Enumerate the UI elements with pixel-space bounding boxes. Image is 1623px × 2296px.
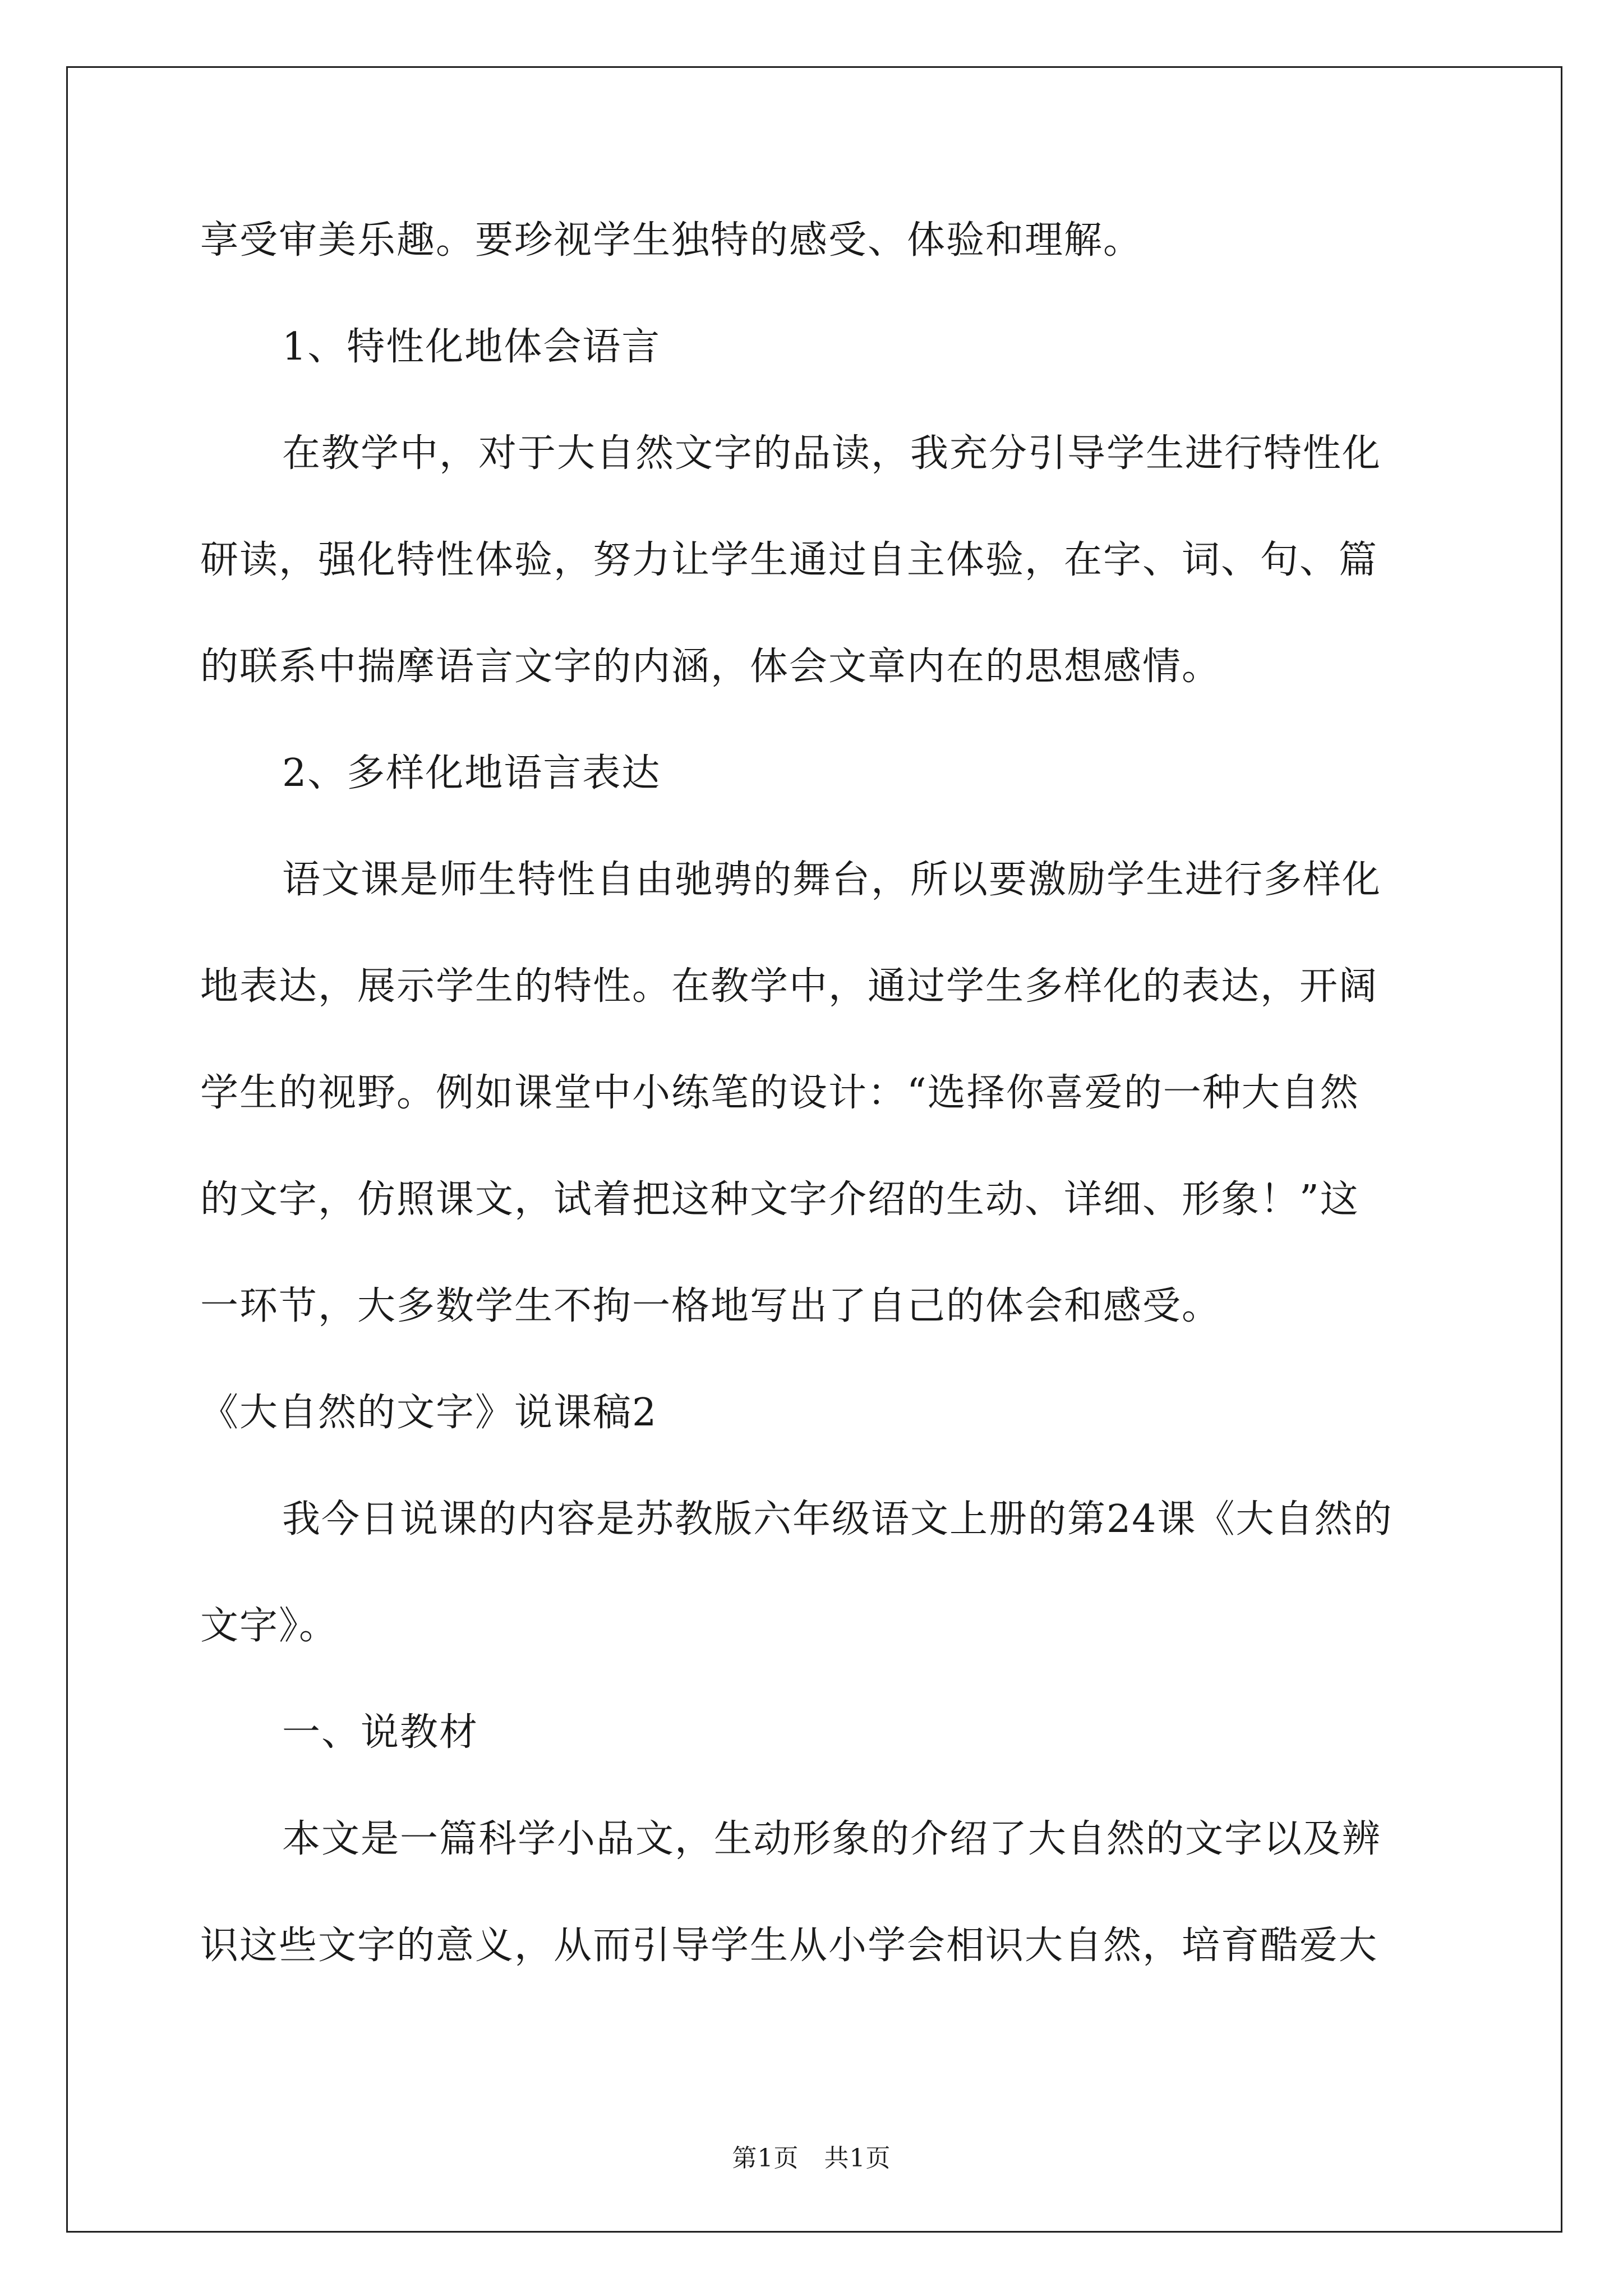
- section-heading: 1、特性化地体会语言: [282, 325, 661, 369]
- text-line: 一环节，大多数学生不拘一格地写出了自己的体会和感受。: [200, 1284, 1221, 1328]
- section-heading: 2、多样化地语言表达: [282, 751, 661, 795]
- document-body: [200, 187, 1434, 1999]
- text-line: 学生的视野。例如课堂中小练笔的设计：“选择你喜爱的一种大自然: [200, 1071, 1359, 1115]
- text-line: 享受审美乐趣。要珍视学生独特的感受、体验和理解。: [200, 218, 1143, 263]
- page-footer: 第1页 共1页: [732, 2144, 891, 2173]
- text-line: 本文是一篇科学小品文，生动形象的介绍了大自然的文字以及辨: [282, 1817, 1382, 1861]
- section-heading: 一、说教材: [282, 1710, 479, 1755]
- text-line: 的文字，仿照课文，试着把这种文字介绍的生动、详细、形象！”这: [200, 1177, 1359, 1222]
- text-line: 识这些文字的意义，从而引导学生从小学会相识大自然，培育酷爱大: [200, 1924, 1378, 1968]
- text-line: 文字》。: [200, 1604, 339, 1648]
- text-line: 研读，强化特性体验，努力让学生通过自主体验，在字、词、句、篇: [200, 538, 1378, 582]
- text-line: 我今日说课的内容是苏教版六年级语文上册的第24课《大自然的: [282, 1497, 1393, 1542]
- text-line: 的联系中揣摩语言文字的内涵，体会文章内在的思想感情。: [200, 645, 1221, 689]
- text-line: 地表达，展示学生的特性。在教学中，通过学生多样化的表达，开阔: [200, 964, 1378, 1009]
- text-line: 在教学中，对于大自然文字的品读，我充分引导学生进行特性化: [282, 431, 1382, 476]
- document-title: 《大自然的文字》说课稿2: [200, 1391, 658, 1435]
- text-line: 语文课是师生特性自由驰骋的舞台，所以要激励学生进行多样化: [282, 858, 1382, 902]
